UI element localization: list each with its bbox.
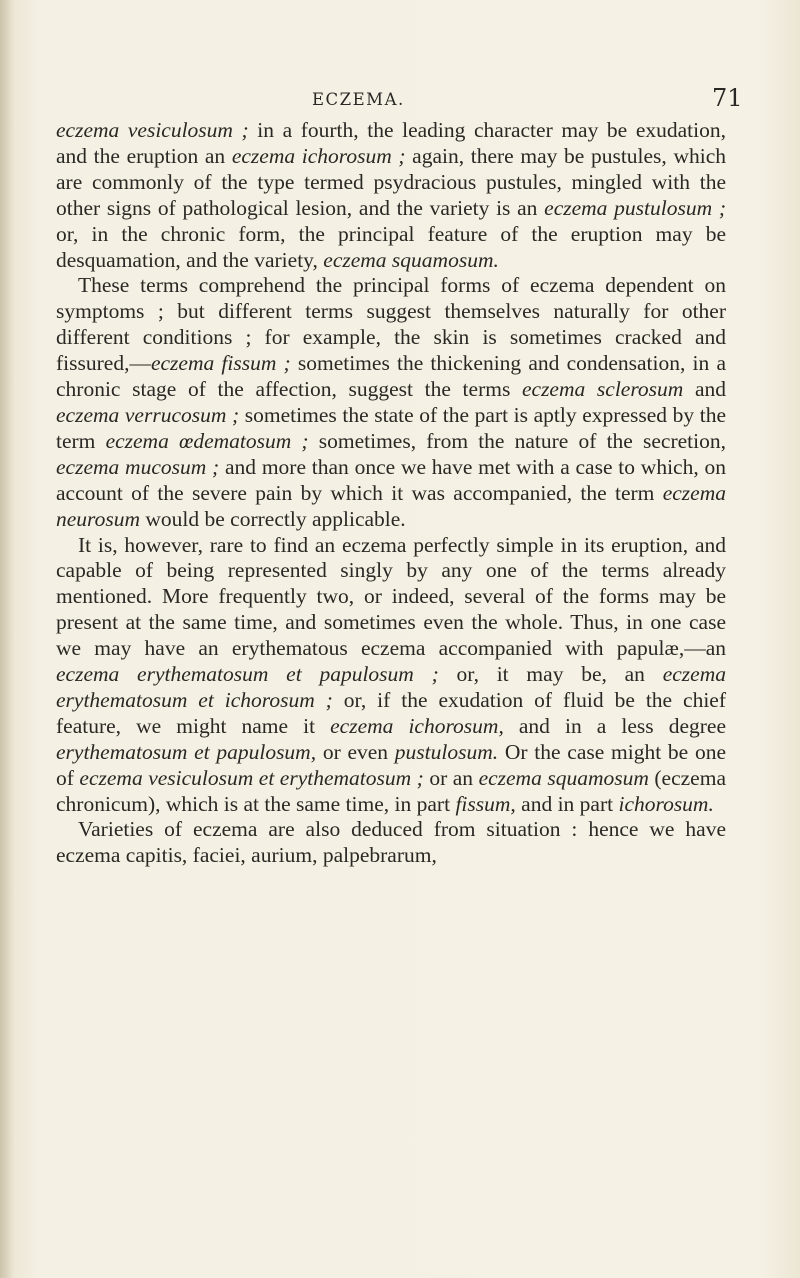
italic-term: eczema œdematosum ; xyxy=(105,428,309,453)
text-run: It is, however, rare to find an eczema perfectly simple in its eruption, and capable of being represented singly by any one of the terms already mentioned. More frequently two, or indeed, several of the forms may be present at the same time, and sometimes even the whole. Thus, in one case we may have an erythematous eczema accompanied with papulæ,—an xyxy=(56,532,726,661)
italic-term: eczema neurosum xyxy=(56,480,726,531)
paragraph xyxy=(56,533,726,818)
italic-term: eczema vesiculosum et erythematosum ; xyxy=(79,765,424,790)
text-run: Or the case might be one of xyxy=(56,739,726,790)
page-number: 71 xyxy=(712,84,743,112)
running-head: ECZEMA. xyxy=(312,90,405,109)
text-run: and more than once we have met with a case to which, on account of the severe pain by which it was accompanied, the term xyxy=(56,454,726,505)
italic-term: fissum, xyxy=(455,791,516,816)
italic-term: eczema erythematosum et papulosum ; xyxy=(56,662,439,687)
text-run: sometimes the state of the part is aptly expressed by the term xyxy=(56,402,726,453)
italic-term: eczema fissum ; xyxy=(150,351,291,376)
text-run: again, there may be pustules, which are commonly of the type termed psydracious pustules, mingled with the other signs of pathological lesion, and the variety is an xyxy=(56,143,726,220)
text-run: These terms comprehend the principal forms of eczema dependent on symptoms ; but different terms suggest themselves naturally for other different conditions ; for example, the skin is sometimes cracked and fissured,— xyxy=(56,273,726,376)
italic-term: eczema squamosum xyxy=(478,765,649,790)
text-run: Varieties of eczema are also deduced from situation : hence we have eczema capitis, faciei, aurium, palpebrarum, xyxy=(56,817,726,868)
italic-term: eczema pustulosum ; xyxy=(544,195,726,220)
page-header xyxy=(0,84,800,114)
italic-term: eczema erythematosum et ichorosum ; xyxy=(56,662,726,712)
paragraph xyxy=(56,273,726,532)
text-run: sometimes, from the nature of the secretion, xyxy=(308,428,726,453)
text-run: (eczema chronicum), which is at the same time, in part xyxy=(56,765,726,816)
italic-term: erythematosum et papulosum, xyxy=(56,739,317,764)
text-run: and xyxy=(683,377,727,402)
italic-term: eczema vesiculosum ; xyxy=(56,118,249,142)
text-run: or, it may be, an xyxy=(438,662,663,687)
italic-term: eczema mucosum ; xyxy=(56,454,220,479)
italic-term: eczema ichorosum, xyxy=(330,713,504,738)
paragraph xyxy=(56,118,726,273)
text-run: or, if the exudation of fluid be the chief feature, we might name it xyxy=(56,687,726,738)
text-run: or, in the chronic form, the principal feature of the eruption may be desquamation, and the variety, xyxy=(56,221,726,272)
text-run: sometimes the thickening and condensation, in a chronic stage of the affection, suggest the terms xyxy=(56,351,726,402)
italic-term: eczema ichorosum ; xyxy=(231,143,406,168)
text-run: and in part xyxy=(515,791,619,816)
text-run: in a fourth, the leading character may be exudation, and the eruption an xyxy=(56,118,726,168)
text-run: or even xyxy=(316,739,395,764)
page-gutter-shadow xyxy=(0,0,14,1278)
text-run: and in a less degree xyxy=(503,713,726,738)
italic-term: eczema verrucosum ; xyxy=(56,402,240,427)
italic-term: ichorosum. xyxy=(618,791,714,816)
body-text xyxy=(56,118,726,869)
italic-term: pustulosum. xyxy=(394,739,499,764)
text-run: would be correctly applicable. xyxy=(140,506,406,531)
text-run: or an xyxy=(423,765,479,790)
italic-term: eczema sclerosum xyxy=(521,377,684,402)
paragraph xyxy=(56,817,726,869)
italic-term: eczema squamosum. xyxy=(323,247,499,272)
